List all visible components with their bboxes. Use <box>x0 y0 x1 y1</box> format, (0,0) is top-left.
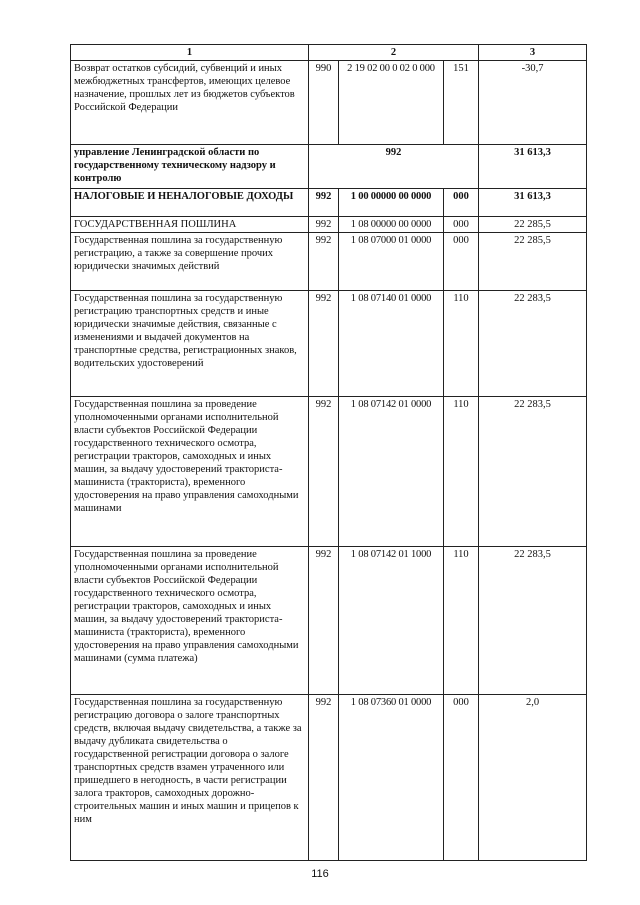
table-row <box>71 145 587 189</box>
row-admin-code: 990 <box>309 61 339 145</box>
table-row <box>71 61 587 145</box>
row-subtype-code: 000 <box>444 233 479 291</box>
row-subtype-code: 151 <box>444 61 479 145</box>
row-admin-code: 992 <box>309 145 479 189</box>
row-income-code: 1 08 07360 01 0000 <box>339 695 444 861</box>
table-row <box>71 291 587 397</box>
row-name: Государственная пошлина за государственную регистрацию транспортных средств и иные юридически значимые действия, связанные с изменениями и выдачей документов на транспортные средства, регистрационных знаков, водительских удостоверений <box>71 291 309 397</box>
row-amount: 22 283,5 <box>479 547 587 695</box>
row-subtype-code: 000 <box>444 217 479 233</box>
page-number: 116 <box>311 868 329 880</box>
row-admin-code: 992 <box>309 397 339 547</box>
row-admin-code: 992 <box>309 695 339 861</box>
row-amount: 31 613,3 <box>479 189 587 217</box>
table-header-row <box>71 45 587 61</box>
row-name: НАЛОГОВЫЕ И НЕНАЛОГОВЫЕ ДОХОДЫ <box>71 189 309 217</box>
budget-table <box>70 44 587 861</box>
row-income-code: 1 08 00000 00 0000 <box>339 217 444 233</box>
row-name: Возврат остатков субсидий, субвенций и иных межбюджетных трансфертов, имеющих целевое назначение, прошлых лет из бюджетов субъектов Российской Федерации <box>71 61 309 145</box>
table-row <box>71 217 587 233</box>
row-name: Государственная пошлина за проведение уполномоченными органами исполнительной власти субъектов Российской Федерации государственного технического осмотра, регистрации тракторов, самоходных и иных машин, за выдачу удостоверений тракториста-машиниста (тракториста), временного удостоверения на право управления самоходными машинами (сумма платежа) <box>71 547 309 695</box>
row-subtype-code: 110 <box>444 397 479 547</box>
row-name: управление Ленинградской области по государственному техническому надзору и контролю <box>71 145 309 189</box>
row-amount: 22 283,5 <box>479 397 587 547</box>
row-name: Государственная пошлина за государственную регистрацию договора о залоге транспортных средств, включая выдачу свидетельства, а также за выдачу дубликата свидетельства о государственной регистрации договора о залоге транспортных средств взамен утраченного или пришедшего в негодность, в части регистрации залога тракторов, самоходных дорожно-строительных машин и иных машин и прицепов к ним <box>71 695 309 861</box>
row-income-code: 1 08 07142 01 0000 <box>339 397 444 547</box>
row-income-code: 1 08 07140 01 0000 <box>339 291 444 397</box>
table-row <box>71 695 587 861</box>
row-income-code: 1 08 07142 01 1000 <box>339 547 444 695</box>
row-admin-code: 992 <box>309 217 339 233</box>
row-income-code: 2 19 02 00 0 02 0 000 <box>339 61 444 145</box>
row-name: ГОСУДАРСТВЕННАЯ ПОШЛИНА <box>71 217 309 233</box>
row-amount: 22 285,5 <box>479 233 587 291</box>
header-col-1: 1 <box>71 45 309 61</box>
row-name: Государственная пошлина за проведение уполномоченными органами исполнительной власти субъектов Российской Федерации государственного технического осмотра, регистрации тракторов, самоходных и иных машин, за выдачу удостоверений тракториста-машиниста (тракториста), временного удостоверения на право управления самоходными машинами <box>71 397 309 547</box>
header-col-3: 3 <box>479 45 587 61</box>
row-amount: 22 285,5 <box>479 217 587 233</box>
row-amount: 22 283,5 <box>479 291 587 397</box>
row-amount: 31 613,3 <box>479 145 587 189</box>
row-admin-code: 992 <box>309 291 339 397</box>
header-col-2: 2 <box>309 45 479 61</box>
row-name: Государственная пошлина за государственную регистрацию, а также за совершение прочих юридически значимых действий <box>71 233 309 291</box>
row-admin-code: 992 <box>309 189 339 217</box>
row-amount: 2,0 <box>479 695 587 861</box>
table-row <box>71 189 587 217</box>
table-row <box>71 397 587 547</box>
row-amount: -30,7 <box>479 61 587 145</box>
row-subtype-code: 000 <box>444 695 479 861</box>
row-subtype-code: 110 <box>444 291 479 397</box>
table-row <box>71 233 587 291</box>
row-subtype-code: 110 <box>444 547 479 695</box>
table-row <box>71 547 587 695</box>
row-income-code: 1 08 07000 01 0000 <box>339 233 444 291</box>
row-admin-code: 992 <box>309 233 339 291</box>
row-income-code: 1 00 00000 00 0000 <box>339 189 444 217</box>
row-admin-code: 992 <box>309 547 339 695</box>
row-subtype-code: 000 <box>444 189 479 217</box>
